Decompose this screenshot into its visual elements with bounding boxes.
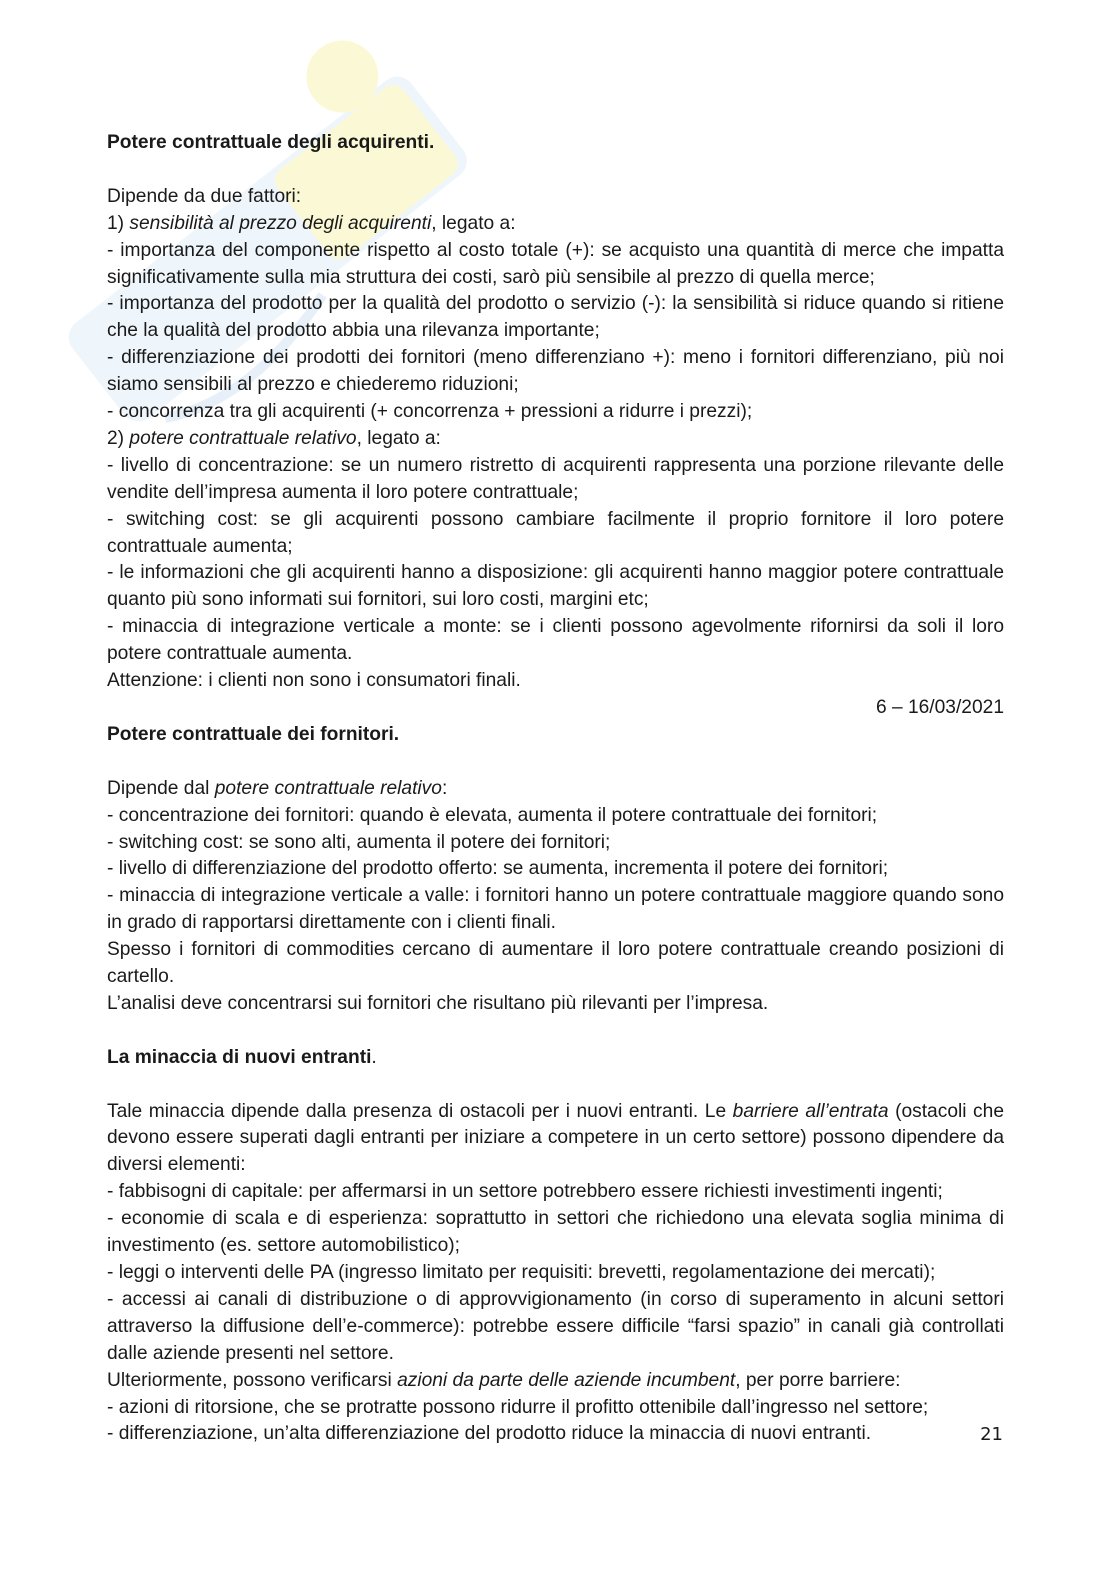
list-item: - importanza del prodotto per la qualità del prodotto o servizio (-): la sensibilità si riduce quando si ritiene che la qualità del prodotto abbia una rilevanza importante; bbox=[107, 293, 1004, 342]
paragraph: Spesso i fornitori di commodities cercano di aumentare il loro potere contrattuale creando posizioni di cartello. bbox=[107, 939, 1004, 988]
section-heading-new-entrants: La minaccia di nuovi entranti. bbox=[107, 1046, 377, 1068]
document-body bbox=[107, 130, 1004, 1448]
list-item: - accessi ai canali di distribuzione o di approvvigionamento (in corso di superamento in alcuni settori attraverso la diffusione dell’e-commerce): potrebbe essere difficile “farsi spazio” in canali già controllati dalle aziende presenti nel settore. bbox=[107, 1288, 1004, 1364]
list-item: - differenziazione dei prodotti dei fornitori (meno differenziano +): meno i fornitori differenziano, più noi siamo sensibili al prezzo e chiederemo riduzioni; bbox=[107, 347, 1004, 396]
paragraph-intro-suppliers: Dipende dal potere contrattuale relativo: bbox=[107, 777, 448, 799]
list-item: - switching cost: se gli acquirenti possono cambiare facilmente il proprio fornitore il loro potere contrattuale aumenta; bbox=[107, 508, 1004, 557]
list-item: - livello di differenziazione del prodotto offerto: se aumenta, incrementa il potere dei fornitori; bbox=[107, 858, 889, 880]
list-item: - le informazioni che gli acquirenti hanno a disposizione: gli acquirenti hanno maggior potere contrattuale quanto più sono informati sui fornitori, sui loro costi, margini etc; bbox=[107, 562, 1004, 611]
page-number: 21 bbox=[980, 1424, 1003, 1445]
list-item: - livello di concentrazione: se un numero ristretto di acquirenti rappresenta una porzione rilevante delle vendite dell’impresa aumenta il loro potere contrattuale; bbox=[107, 454, 1004, 503]
list-item: - fabbisogni di capitale: per affermarsi in un settore potrebbero essere richiesti investimenti ingenti; bbox=[107, 1181, 943, 1203]
list-item: - concentrazione dei fornitori: quando è elevata, aumenta il potere contrattuale dei fornitori; bbox=[107, 804, 878, 826]
list-item: - minaccia di integrazione verticale a valle: i fornitori hanno un potere contrattuale maggiore quando sono in grado di rapportarsi direttamente con i clienti finali. bbox=[107, 885, 1004, 934]
list-item: - importanza del componente rispetto al costo totale (+): se acquisto una quantità di merce che impatta significativamente sulla mia struttura dei costi, sarò più sensibile al prezzo di quella merce; bbox=[107, 239, 1004, 288]
section-heading-buyers: Potere contrattuale degli acquirenti. bbox=[107, 132, 435, 153]
factor-2: 2) potere contrattuale relativo, legato a: bbox=[107, 427, 441, 449]
list-item: - switching cost: se sono alti, aumenta il potere dei fornitori; bbox=[107, 831, 611, 853]
paragraph-incumbent: Ulteriormente, possono verificarsi azioni da parte delle aziende incumbent, per porre barriere: bbox=[107, 1369, 901, 1391]
list-item: - azioni di ritorsione, che se protratte possono ridurre il profitto ottenibile dall’ingresso nel settore; bbox=[107, 1396, 929, 1418]
list-item: - economie di scala e di esperienza: soprattutto in settori che richiedono una elevata soglia minima di investimento (es. settore automobilistico); bbox=[107, 1208, 1004, 1257]
list-item: - concorrenza tra gli acquirenti (+ concorrenza + pressioni a ridurre i prezzi); bbox=[107, 401, 753, 423]
paragraph-intro-buyers: Dipende da due fattori: bbox=[107, 185, 302, 207]
section-heading-suppliers: Potere contrattuale dei fornitori. bbox=[107, 723, 400, 745]
list-item: - leggi o interventi delle PA (ingresso limitato per requisiti: brevetti, regolamentazione dei mercati); bbox=[107, 1262, 936, 1283]
list-item: - minaccia di integrazione verticale a monte: se i clienti possono agevolmente rifornirsi da soli il loro potere contrattuale aumenta. bbox=[107, 616, 1004, 665]
paragraph: L’analisi deve concentrarsi sui fornitori che risultano più rilevanti per l’impresa. bbox=[107, 992, 769, 1014]
paragraph-intro-entrants: Tale minaccia dipende dalla presenza di ostacoli per i nuovi entranti. Le barriere all’entrata (ostacoli che devono essere superati dagli entranti per iniziare a competere in un certo settore) possono dipendere da diversi elementi: bbox=[107, 1100, 1004, 1176]
list-item: - differenziazione, un’alta differenziazione del prodotto riduce la minaccia di nuovi entranti. bbox=[107, 1423, 872, 1445]
paragraph-note: Attenzione: i clienti non sono i consumatori finali. bbox=[107, 670, 521, 692]
factor-1: 1) sensibilità al prezzo degli acquirenti, legato a: bbox=[107, 212, 516, 234]
lesson-date: 6 – 16/03/2021 bbox=[875, 697, 1004, 719]
